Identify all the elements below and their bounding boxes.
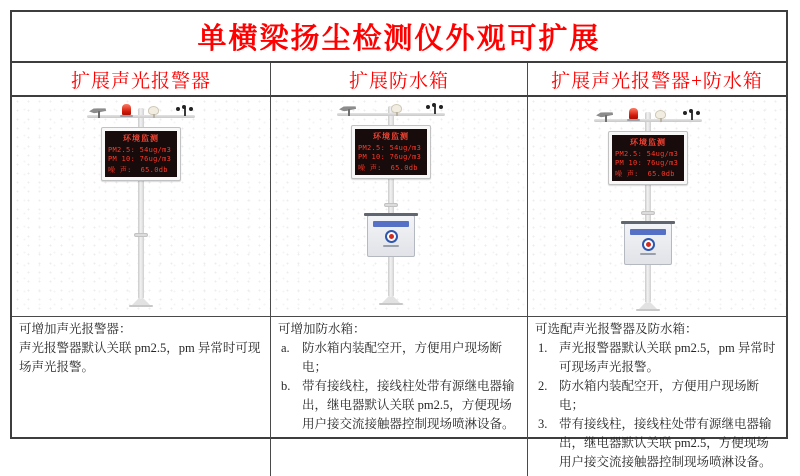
pole-base xyxy=(379,296,403,305)
pole-joint xyxy=(384,203,398,207)
note-paragraph: 声光报警器默认关联 pm2.5，pm 异常时可现场声光报警。 xyxy=(19,341,261,374)
led-screen xyxy=(355,129,427,175)
waterproof-box xyxy=(367,215,415,257)
page-title: 单横梁扬尘检测仪外观可扩展 xyxy=(12,12,786,63)
pole-base xyxy=(129,298,153,307)
waterproof-box-caption xyxy=(383,245,399,247)
image-cell-alarm-and-box xyxy=(528,97,786,316)
note-item-marker: b. xyxy=(281,379,291,393)
note-item xyxy=(535,339,779,377)
waterproof-box-logo-icon xyxy=(642,238,655,251)
note-item-marker: 1. xyxy=(538,341,548,355)
column-header-alarm-and-box: 扩展声光报警器+防水箱 xyxy=(528,63,786,97)
note-item-marker: a. xyxy=(281,341,290,355)
note-cell-alarm-and-box xyxy=(528,316,786,476)
led-display xyxy=(608,131,688,185)
note-item xyxy=(278,339,520,377)
led-screen xyxy=(612,135,684,181)
anemometer-icon xyxy=(425,103,445,114)
led-row-pm10: PM 10: 76ug/m3 xyxy=(615,159,679,168)
wind-vane-icon xyxy=(596,110,614,120)
led-display xyxy=(101,127,181,181)
note-item-text: 防水箱内装配空开，方便用户现场断电； xyxy=(302,341,503,374)
alarm-beacon-icon xyxy=(629,108,638,119)
anemometer-icon xyxy=(175,105,195,116)
led-row-pm10: PM 10: 76ug/m3 xyxy=(108,155,172,164)
note-item-marker: 3. xyxy=(538,417,548,431)
waterproof-box-label xyxy=(630,229,666,235)
led-row-noise: 噪 声: 65.0db xyxy=(615,169,675,178)
led-row-noise: 噪 声: 65.0db xyxy=(108,165,168,174)
waterproof-box-logo-icon xyxy=(385,230,398,243)
waterproof-box xyxy=(624,223,672,265)
noise-sensor-icon xyxy=(655,110,666,119)
note-cell-alarm xyxy=(12,316,271,476)
led-row-pm25: PM2.5: 54ug/m3 xyxy=(358,143,422,152)
pole-joint xyxy=(134,233,148,237)
pole-base xyxy=(636,302,660,311)
waterproof-box-lid xyxy=(621,221,675,224)
led-screen xyxy=(105,131,177,177)
note-cell-waterproof-box xyxy=(271,316,528,476)
note-intro: 可增加防水箱： xyxy=(278,322,366,336)
spec-table xyxy=(10,10,788,469)
note-item xyxy=(535,415,779,472)
led-row-pm25: PM2.5: 54ug/m3 xyxy=(615,149,679,158)
pole-joint xyxy=(641,211,655,215)
led-display xyxy=(351,125,431,179)
device-with-alarm-and-box xyxy=(568,107,728,313)
column-header-alarm: 扩展声光报警器 xyxy=(12,63,271,97)
led-row-pm25: PM2.5: 54ug/m3 xyxy=(108,145,172,154)
image-cell-alarm xyxy=(12,97,271,316)
alarm-beacon-icon xyxy=(122,104,131,115)
image-cell-waterproof-box xyxy=(271,97,528,316)
note-item xyxy=(278,377,520,434)
note-item xyxy=(535,377,779,415)
anemometer-icon xyxy=(682,109,702,120)
led-screen-title: 环境监测 xyxy=(630,138,666,147)
waterproof-box-label xyxy=(373,221,409,227)
led-screen-title: 环境监测 xyxy=(123,134,159,143)
wind-vane-icon xyxy=(89,106,107,116)
noise-sensor-icon xyxy=(391,104,402,113)
device-with-alarm xyxy=(61,103,221,309)
led-screen-title: 环境监测 xyxy=(373,132,409,141)
note-intro: 可增加声光报警器： xyxy=(19,322,132,336)
note-item-text: 声光报警器默认关联 pm2.5，pm 异常时可现场声光报警。 xyxy=(559,341,776,374)
noise-sensor-icon xyxy=(148,106,159,115)
column-header-waterproof-box: 扩展防水箱 xyxy=(271,63,528,97)
note-item-marker: 2. xyxy=(538,379,548,393)
note-intro: 可选配声光报警器及防水箱： xyxy=(535,322,698,336)
waterproof-box-caption xyxy=(640,253,656,255)
led-row-pm10: PM 10: 76ug/m3 xyxy=(358,153,422,162)
device-with-box xyxy=(311,101,471,307)
note-item-text: 防水箱内装配空开，方便用户现场断电； xyxy=(559,379,760,412)
led-row-noise: 噪 声: 65.0db xyxy=(358,163,418,172)
wind-vane-icon xyxy=(339,104,357,114)
waterproof-box-lid xyxy=(364,213,418,216)
note-item-text: 带有接线柱，接线柱处带有源继电器输出，继电器默认关联 pm2.5，方便现场用户接交流接触器控制现场喷淋设备。 xyxy=(302,379,515,431)
note-item-text: 带有接线柱，接线柱处带有源继电器输出，继电器默认关联 pm2.5，方便现场用户接交流接触器控制现场喷淋设备。 xyxy=(559,417,772,469)
